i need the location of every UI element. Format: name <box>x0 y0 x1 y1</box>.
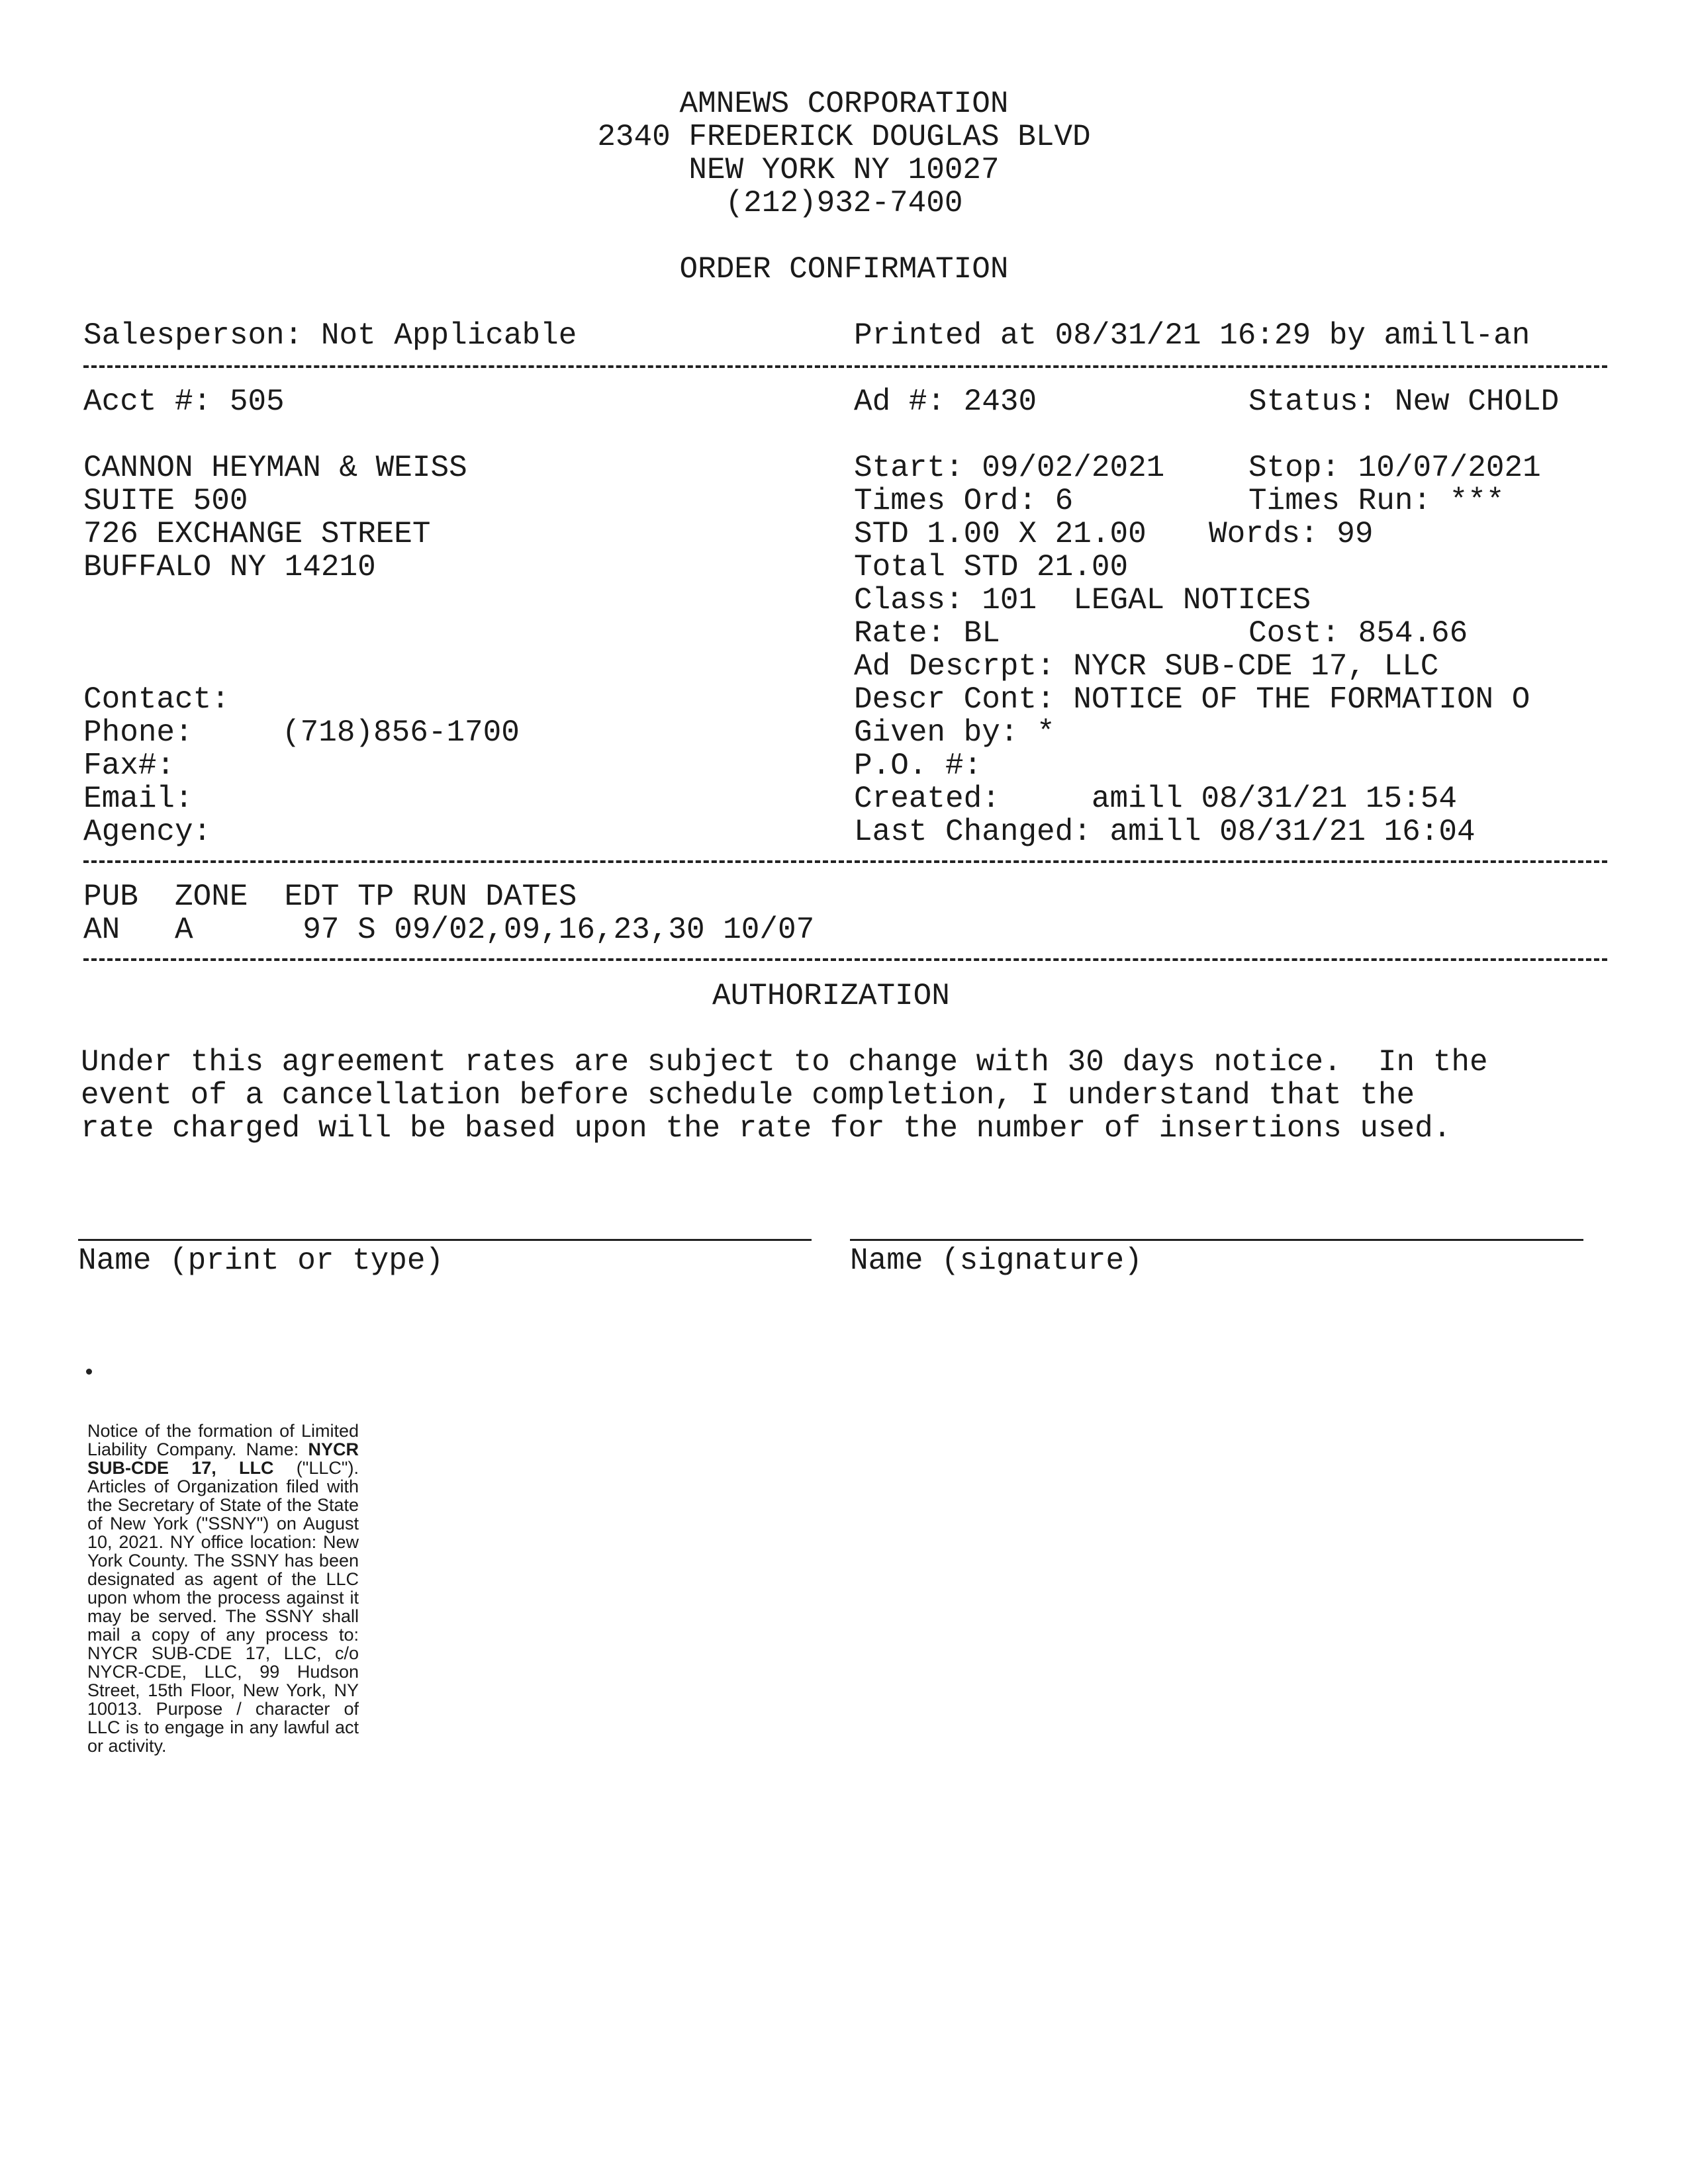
authorization-text-line-2: event of a cancellation before schedule completion, I understand that the <box>81 1078 1415 1113</box>
email-label: Email: <box>83 782 193 816</box>
divider-bottom <box>83 958 1607 961</box>
cost: Cost: 854.66 <box>1248 616 1468 651</box>
signature-label: Name (signature) <box>850 1244 1143 1278</box>
phone-value: (718)856-1700 <box>282 715 520 750</box>
signature-line[interactable] <box>850 1239 1583 1241</box>
order-status: Status: New CHOLD <box>1248 385 1560 419</box>
stop-date: Stop: 10/07/2021 <box>1248 451 1541 485</box>
ad-description: Ad Descrpt: NYCR SUB-CDE 17, LLC <box>854 649 1439 684</box>
customer-city: BUFFALO NY 14210 <box>83 550 376 584</box>
print-name-label: Name (print or type) <box>78 1244 444 1278</box>
authorization-title: AUTHORIZATION <box>712 979 950 1013</box>
printed-at-line: Printed at 08/31/21 16:29 by amill-an <box>854 318 1530 353</box>
legal-notice-text <box>87 1422 359 1755</box>
notice-part-2: ("LLC"). Articles of Organization filed with the Secretary of State of the State of New York ("SSNY") on August 10, 2021. NY office location: New York County. The SSNY has been designated as agent of the LLC upon whom the process against it may be served. The SSNY shall mail a copy of any process to: NYCR SUB-CDE 17, LLC, c/o NYCR-CDE, LLC, 99 Hudson Street, 15th Floor, New York, NY 10013. Purpose / character of LLC is to engage in any lawful act or activity. <box>87 1458 359 1756</box>
po-number: P.O. #: <box>854 749 982 783</box>
total-std: Total STD 21.00 <box>854 550 1129 584</box>
customer-street: 726 EXCHANGE STREET <box>83 517 431 551</box>
rate: Rate: BL <box>854 616 1000 651</box>
authorization-text-line-1: Under this agreement rates are subject to change with 30 days notice. In the <box>81 1045 1488 1079</box>
notice-llc-name: NYCR SUB-CDE 17, LLC <box>87 1439 359 1478</box>
std-size: STD 1.00 X 21.00 <box>854 517 1147 551</box>
print-name-line[interactable] <box>78 1239 812 1241</box>
ad-number: Ad #: 2430 <box>854 385 1037 419</box>
times-run: Times Run: *** <box>1248 484 1505 518</box>
given-by: Given by: * <box>854 715 1055 750</box>
company-name: AMNEWS CORPORATION <box>679 87 1009 121</box>
schedule-row: AN A 97 S 09/02,09,16,23,30 10/07 <box>83 913 815 947</box>
divider-middle <box>83 860 1607 863</box>
description-continued: Descr Cont: NOTICE OF THE FORMATION O <box>854 682 1530 717</box>
fax-label: Fax#: <box>83 749 175 783</box>
customer-name: CANNON HEYMAN & WEISS <box>83 451 467 485</box>
document-title: ORDER CONFIRMATION <box>679 252 1009 287</box>
word-count: Words: 99 <box>1209 517 1374 551</box>
notice-part-1: Notice of the formation of Limited Liability Company. Name: <box>87 1421 359 1459</box>
account-number: Acct #: 505 <box>83 385 285 419</box>
created-info: Created: amill 08/31/21 15:54 <box>854 782 1457 816</box>
company-address: 2340 FREDERICK DOUGLAS BLVD <box>597 120 1091 154</box>
bullet-dot <box>86 1369 92 1375</box>
company-phone: (212)932-7400 <box>725 186 963 220</box>
phone-label: Phone: <box>83 715 193 750</box>
divider-top <box>83 365 1607 368</box>
agency-label: Agency: <box>83 815 212 849</box>
salesperson-line: Salesperson: Not Applicable <box>83 318 577 353</box>
contact-label: Contact: <box>83 682 230 717</box>
start-date: Start: 09/02/2021 <box>854 451 1165 485</box>
schedule-header: PUB ZONE EDT TP RUN DATES <box>83 880 577 914</box>
authorization-text-line-3: rate charged will be based upon the rate for the number of insertions used. <box>81 1111 1452 1146</box>
last-changed-info: Last Changed: amill 08/31/21 16:04 <box>854 815 1476 849</box>
times-ordered: Times Ord: 6 <box>854 484 1074 518</box>
customer-suite: SUITE 500 <box>83 484 248 518</box>
ad-class: Class: 101 LEGAL NOTICES <box>854 583 1311 617</box>
company-city: NEW YORK NY 10027 <box>688 153 1000 187</box>
